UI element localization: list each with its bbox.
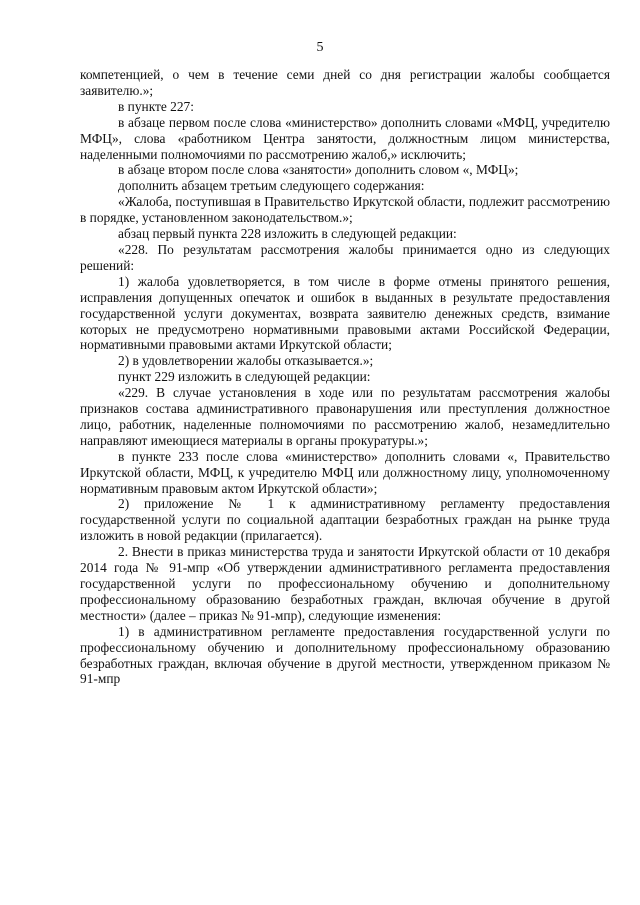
paragraph: 2) приложение № 1 к административному регламенту предоставления государственной услуги по социальной адаптации безработных граждан на рынке труда изложить в новой редакции (прилагается). bbox=[80, 496, 610, 544]
paragraph: компетенцией, о чем в течение семи дней со дня регистрации жалобы сообщается заявителю.»; bbox=[80, 67, 610, 98]
document-body bbox=[80, 67, 610, 687]
paragraph: «228. По результатам рассмотрения жалобы принимается одно из следующих решений: bbox=[80, 241, 610, 273]
paragraph: абзац первый пункта 228 изложить в следующей редакции: bbox=[118, 226, 457, 242]
paragraph: 2. Внести в приказ министерства труда и занятости Иркутской области от 10 декабря 2014 года № 91-мпр «Об утверждении административного регламента предоставления государственной услуги по профессиональному обучению и дополнительному профессиональному образованию безработных граждан, включая обучение в другой местности» (далее – приказ № 91-мпр), следующие изменения: bbox=[80, 544, 610, 623]
paragraph: в абзаце первом после слова «министерство» дополнить словами «МФЦ, учредителю МФЦ», слова «работником Центра занятости, должностным лицом министерства, наделенными полномочиями по рассмотрению жалоб,» исключить; bbox=[80, 114, 610, 162]
paragraph: дополнить абзацем третьим следующего содержания: bbox=[118, 178, 425, 194]
paragraph: в пункте 233 после слова «министерство» дополнить словами «, Правительство Иркутской области, МФЦ, к учредителю МФЦ или должностному лицу, уполномоченному нормативным правовым актом Иркутской области»; bbox=[80, 448, 610, 496]
paragraph: в абзаце втором после слова «занятости» дополнить словом «, МФЦ»; bbox=[118, 162, 519, 178]
page-number: 5 bbox=[316, 40, 324, 55]
paragraph: 2) в удовлетворении жалобы отказывается.»; bbox=[118, 353, 374, 369]
paragraph: 1) жалоба удовлетворяется, в том числе в форме отмены принятого решения, исправления допущенных опечаток и ошибок в выданных в результате предоставления государственной услуги документах, возврата заявителю денежных средств, взимание которых не предусмотрено нормативными правовыми актами Российской Федерации, нормативными правовыми актами Иркутской области; bbox=[80, 273, 610, 353]
paragraph: в пункте 227: bbox=[118, 98, 194, 114]
paragraph: «229. В случае установления в ходе или по результатам рассмотрения жалобы признаков состава административного правонарушения или преступления должностное лицо, работник, наделенные полномочиями по рассмотрению жалоб, незамедлительно направляют имеющиеся материалы в органы прокуратуры.»; bbox=[80, 385, 610, 448]
paragraph: 1) в административном регламенте предоставления государственной услуги по профессиональному обучению и дополнительному профессиональному образованию безработных граждан, включая обучение в другой местности, утвержденном приказом № 91-мпр bbox=[80, 623, 610, 687]
paragraph: «Жалоба, поступившая в Правительство Иркутской области, подлежит рассмотрению в порядке, установленном законодательством.»; bbox=[80, 194, 610, 226]
paragraph: пункт 229 изложить в следующей редакции: bbox=[118, 369, 371, 385]
